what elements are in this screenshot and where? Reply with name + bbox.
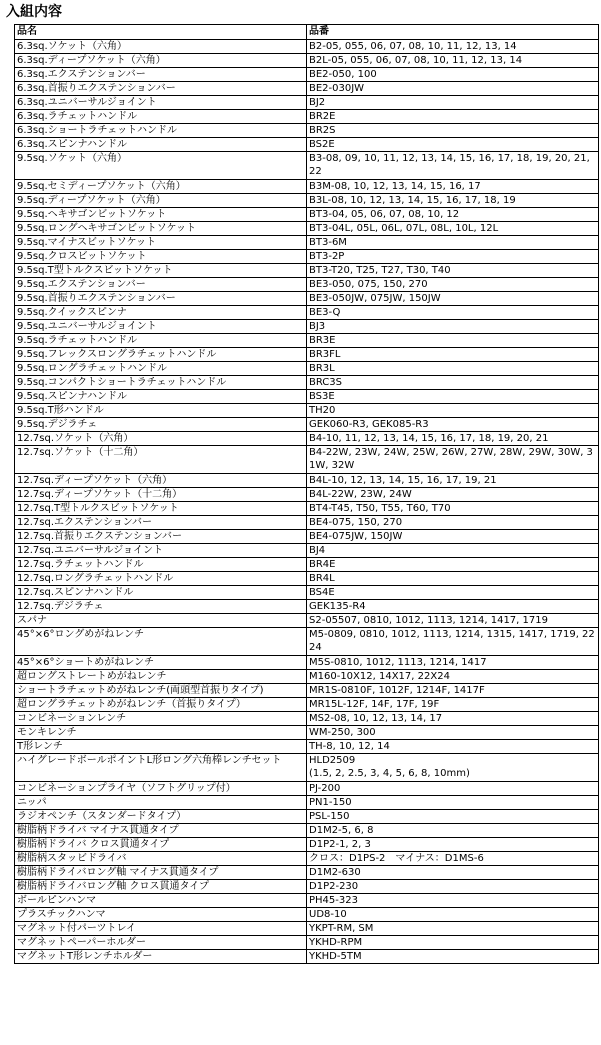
item-code: BT3-T20, T25, T27, T30, T40	[307, 264, 599, 278]
table-row	[15, 866, 599, 880]
item-name: 12.7sq.T型トルクスビットソケット	[15, 502, 307, 516]
item-code: BJ3	[307, 320, 599, 334]
item-code: BRC3S	[307, 376, 599, 390]
table-row	[15, 292, 599, 306]
table-row	[15, 908, 599, 922]
item-code: B3M-08, 10, 12, 13, 14, 15, 16, 17	[307, 180, 599, 194]
item-name: マグネットT形レンチホルダー	[15, 950, 307, 964]
item-name: 9.5sq.ラチェットハンドル	[15, 334, 307, 348]
item-code: D1P2-1, 2, 3	[307, 838, 599, 852]
item-name: 12.7sq.ソケット（六角）	[15, 432, 307, 446]
item-code: UD8-10	[307, 908, 599, 922]
item-code	[307, 754, 599, 782]
item-code: YKHD-5TM	[307, 950, 599, 964]
table-row	[15, 880, 599, 894]
table-row	[15, 334, 599, 348]
item-code: クロス：D1PS-2 マイナス：D1MS-6	[307, 852, 599, 866]
table-row	[15, 852, 599, 866]
item-name: コンビネーションプライヤ（ソフトグリップ付）	[15, 782, 307, 796]
item-code: MS2-08, 10, 12, 13, 14, 17	[307, 712, 599, 726]
item-code-line: HLD2509	[309, 755, 356, 766]
table-row	[15, 348, 599, 362]
item-name: 9.5sq.ディープソケット（六角）	[15, 194, 307, 208]
table-row	[15, 68, 599, 82]
table-row	[15, 264, 599, 278]
item-name: 6.3sq.ディープソケット（六角）	[15, 54, 307, 68]
item-code: BR3L	[307, 362, 599, 376]
table-row	[15, 838, 599, 852]
item-name: プラスチックハンマ	[15, 908, 307, 922]
item-code: BS4E	[307, 586, 599, 600]
item-code: MR1S-0810F, 1012F, 1214F, 1417F	[307, 684, 599, 698]
item-name: 12.7sq.ソケット（十二角）	[15, 446, 307, 474]
table-row	[15, 124, 599, 138]
item-name: マグネット付パーツトレイ	[15, 922, 307, 936]
table-row	[15, 684, 599, 698]
item-name: 9.5sq.ロングラチェットハンドル	[15, 362, 307, 376]
item-code: B3L-08, 10, 12, 13, 14, 15, 16, 17, 18, 19	[307, 194, 599, 208]
item-code: BR4L	[307, 572, 599, 586]
header-name: 品名	[15, 25, 307, 40]
table-row	[15, 222, 599, 236]
item-code: BR3E	[307, 334, 599, 348]
table-row	[15, 54, 599, 68]
table-row	[15, 796, 599, 810]
table-row	[15, 404, 599, 418]
item-name: 9.5sq.首振りエクステンションバー	[15, 292, 307, 306]
item-code: BS2E	[307, 138, 599, 152]
item-code: MR15L-12F, 14F, 17F, 19F	[307, 698, 599, 712]
item-code: TH20	[307, 404, 599, 418]
table-row	[15, 754, 599, 782]
item-name: 9.5sq.ヘキサゴンビットソケット	[15, 208, 307, 222]
item-name: 12.7sq.エクステンションバー	[15, 516, 307, 530]
item-code: M5-0809, 0810, 1012, 1113, 1214, 1315, 1417, 1719, 2224	[307, 628, 599, 656]
table-row	[15, 698, 599, 712]
item-code: YKPT-RM, SM	[307, 922, 599, 936]
item-code: M5S-0810, 1012, 1113, 1214, 1417	[307, 656, 599, 670]
item-code: BJ2	[307, 96, 599, 110]
table-row	[15, 96, 599, 110]
item-name: ハイグレードボールポイントL形ロング六角棒レンチセット	[15, 754, 307, 782]
item-code: BE2-050, 100	[307, 68, 599, 82]
table-row	[15, 432, 599, 446]
item-code: S2-05507, 0810, 1012, 1113, 1214, 1417, 1719	[307, 614, 599, 628]
item-name: 9.5sq.ユニバーサルジョイント	[15, 320, 307, 334]
item-name: 45°×6°ショートめがねレンチ	[15, 656, 307, 670]
item-code: B4L-10, 12, 13, 14, 15, 16, 17, 19, 21	[307, 474, 599, 488]
item-name: 12.7sq.ディープソケット（十二角）	[15, 488, 307, 502]
item-name: 6.3sq.首振りエクステンションバー	[15, 82, 307, 96]
item-code: B4-10, 11, 12, 13, 14, 15, 16, 17, 18, 19, 20, 21	[307, 432, 599, 446]
table-row	[15, 894, 599, 908]
item-name: 12.7sq.デジラチェ	[15, 600, 307, 614]
page-title: 入組内容	[6, 4, 62, 20]
item-code: BE4-075, 150, 270	[307, 516, 599, 530]
table-body	[15, 40, 599, 964]
table-row	[15, 922, 599, 936]
table-row	[15, 362, 599, 376]
item-name: 9.5sq.セミディープソケット（六角）	[15, 180, 307, 194]
item-code: GEK135-R4	[307, 600, 599, 614]
item-name: ショートラチェットめがねレンチ(両頭型首振りタイプ)	[15, 684, 307, 698]
table-row	[15, 810, 599, 824]
item-name: 9.5sq.デジラチェ	[15, 418, 307, 432]
item-code: BE2-030JW	[307, 82, 599, 96]
item-code: BT3-04L, 05L, 06L, 07L, 08L, 10L, 12L	[307, 222, 599, 236]
item-code: BR4E	[307, 558, 599, 572]
item-name: 6.3sq.エクステンションバー	[15, 68, 307, 82]
item-code: PJ-200	[307, 782, 599, 796]
table-row	[15, 208, 599, 222]
table-row	[15, 152, 599, 180]
table-row	[15, 936, 599, 950]
item-name: 樹脂柄ドライバ マイナス貫通タイプ	[15, 824, 307, 838]
item-name: 12.7sq.ディープソケット（六角）	[15, 474, 307, 488]
item-code: YKHD-RPM	[307, 936, 599, 950]
table-row	[15, 418, 599, 432]
table-row	[15, 278, 599, 292]
item-code: BT3-04, 05, 06, 07, 08, 10, 12	[307, 208, 599, 222]
item-name: 45°×6°ロングめがねレンチ	[15, 628, 307, 656]
item-code: BR3FL	[307, 348, 599, 362]
table-row	[15, 656, 599, 670]
item-code: B2L-05, 055, 06, 07, 08, 10, 11, 12, 13, 14	[307, 54, 599, 68]
item-code: BT3-2P	[307, 250, 599, 264]
item-name: マグネットペーパーホルダー	[15, 936, 307, 950]
table-row	[15, 530, 599, 544]
item-name: 樹脂柄スタッビドライバ	[15, 852, 307, 866]
table-row	[15, 614, 599, 628]
item-name: 9.5sq.ロングヘキサゴンビットソケット	[15, 222, 307, 236]
item-code: BR2E	[307, 110, 599, 124]
item-code: PN1-150	[307, 796, 599, 810]
item-code: D1M2-5, 6, 8	[307, 824, 599, 838]
table-row	[15, 600, 599, 614]
item-name: 9.5sq.エクステンションバー	[15, 278, 307, 292]
item-name: 6.3sq.ラチェットハンドル	[15, 110, 307, 124]
table-row	[15, 138, 599, 152]
item-code: BT4-T45, T50, T55, T60, T70	[307, 502, 599, 516]
item-name: 6.3sq.ユニバーサルジョイント	[15, 96, 307, 110]
table-row	[15, 390, 599, 404]
table-row	[15, 110, 599, 124]
item-name: 樹脂柄ドライバロング軸 マイナス貫通タイプ	[15, 866, 307, 880]
table-header-row	[15, 25, 599, 40]
table-row	[15, 670, 599, 684]
item-name: 9.5sq.フレックスロングラチェットハンドル	[15, 348, 307, 362]
item-code: GEK060-R3, GEK085-R3	[307, 418, 599, 432]
contents-table	[14, 24, 599, 964]
table-row	[15, 586, 599, 600]
table-row	[15, 712, 599, 726]
table-row	[15, 726, 599, 740]
item-code: PSL-150	[307, 810, 599, 824]
table-row	[15, 376, 599, 390]
table-row	[15, 488, 599, 502]
table-row	[15, 572, 599, 586]
item-code: B2-05, 055, 06, 07, 08, 10, 11, 12, 13, 14	[307, 40, 599, 54]
item-code: BE3-050JW, 075JW, 150JW	[307, 292, 599, 306]
table-row	[15, 306, 599, 320]
item-name: 9.5sq.クロスビットソケット	[15, 250, 307, 264]
table-row	[15, 558, 599, 572]
table-row	[15, 446, 599, 474]
item-name: 9.5sq.ソケット（六角）	[15, 152, 307, 180]
item-code: BE3-Q	[307, 306, 599, 320]
item-name: 9.5sq.スピンナハンドル	[15, 390, 307, 404]
item-code: B4L-22W, 23W, 24W	[307, 488, 599, 502]
item-name: 6.3sq.ソケット（六角）	[15, 40, 307, 54]
table-row	[15, 82, 599, 96]
table-row	[15, 236, 599, 250]
table-row	[15, 950, 599, 964]
item-name: 12.7sq.ロングラチェットハンドル	[15, 572, 307, 586]
table-row	[15, 628, 599, 656]
table-row	[15, 516, 599, 530]
item-name: 超ロングラチェットめがねレンチ（首振りタイプ）	[15, 698, 307, 712]
item-code: BR2S	[307, 124, 599, 138]
item-code: B3-08, 09, 10, 11, 12, 13, 14, 15, 16, 17, 18, 19, 20, 21, 22	[307, 152, 599, 180]
item-code: BT3-6M	[307, 236, 599, 250]
item-code: WM-250, 300	[307, 726, 599, 740]
item-name: 12.7sq.ユニバーサルジョイント	[15, 544, 307, 558]
item-name: 9.5sq.クイックスピンナ	[15, 306, 307, 320]
item-name: T形レンチ	[15, 740, 307, 754]
item-code-detail: (1.5, 2, 2.5, 3, 4, 5, 6, 8, 10mm)	[309, 768, 470, 779]
item-name: 樹脂柄ドライバ クロス貫通タイプ	[15, 838, 307, 852]
item-code: B4-22W, 23W, 24W, 25W, 26W, 27W, 28W, 29W, 30W, 31W, 32W	[307, 446, 599, 474]
item-name: スパナ	[15, 614, 307, 628]
item-name: ニッパ	[15, 796, 307, 810]
item-name: 樹脂柄ドライバロング軸 クロス貫通タイプ	[15, 880, 307, 894]
item-code: M160-10X12, 14X17, 22X24	[307, 670, 599, 684]
table-row	[15, 824, 599, 838]
item-name: 9.5sq.マイナスビットソケット	[15, 236, 307, 250]
item-name: コンビネーションレンチ	[15, 712, 307, 726]
item-name: 6.3sq.ショートラチェットハンドル	[15, 124, 307, 138]
item-code: BE4-075JW, 150JW	[307, 530, 599, 544]
table-row	[15, 40, 599, 54]
item-name: 9.5sq.コンパクトショートラチェットハンドル	[15, 376, 307, 390]
item-name: 超ロングストレートめがねレンチ	[15, 670, 307, 684]
item-name: 9.5sq.T形ハンドル	[15, 404, 307, 418]
table-row	[15, 180, 599, 194]
table-row	[15, 502, 599, 516]
item-code: TH-8, 10, 12, 14	[307, 740, 599, 754]
item-name: 12.7sq.スピンナハンドル	[15, 586, 307, 600]
table-row	[15, 250, 599, 264]
header-code: 品番	[307, 25, 599, 40]
item-code: PH45-323	[307, 894, 599, 908]
item-name: 9.5sq.T型トルクスビットソケット	[15, 264, 307, 278]
table-row	[15, 740, 599, 754]
table-row	[15, 474, 599, 488]
table-row	[15, 544, 599, 558]
item-name: 12.7sq.首振りエクステンションバー	[15, 530, 307, 544]
item-name: ボールピンハンマ	[15, 894, 307, 908]
item-code: BS3E	[307, 390, 599, 404]
item-code: D1M2-630	[307, 866, 599, 880]
item-name: モンキレンチ	[15, 726, 307, 740]
table-row	[15, 194, 599, 208]
table-row	[15, 782, 599, 796]
item-name: ラジオペンチ（スタンダードタイプ）	[15, 810, 307, 824]
item-code: BE3-050, 075, 150, 270	[307, 278, 599, 292]
item-code: D1P2-230	[307, 880, 599, 894]
item-name: 6.3sq.スピンナハンドル	[15, 138, 307, 152]
item-code: BJ4	[307, 544, 599, 558]
item-name: 12.7sq.ラチェットハンドル	[15, 558, 307, 572]
table-row	[15, 320, 599, 334]
